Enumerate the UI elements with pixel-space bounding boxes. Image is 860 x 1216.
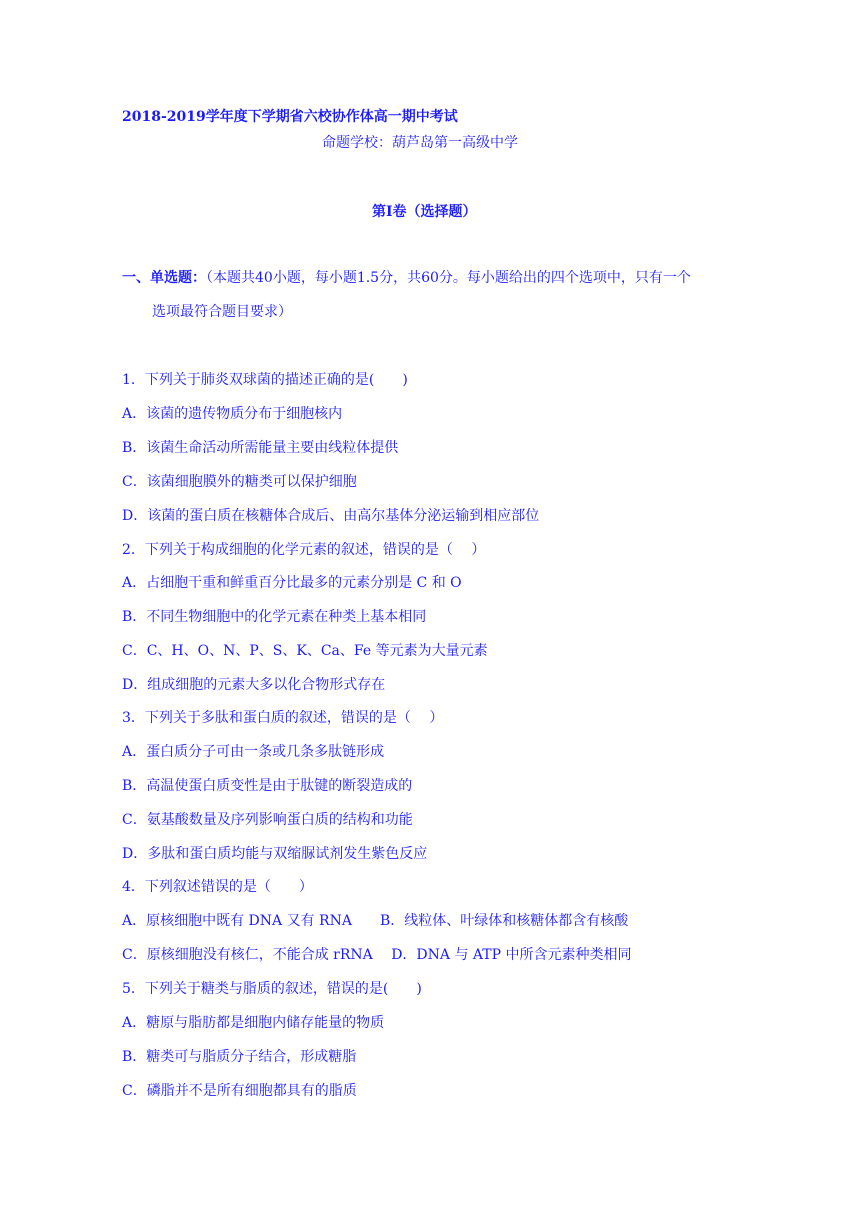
option-line: B．高温使蛋白质变性是由于肽键的断裂造成的: [122, 778, 413, 794]
option-line: D．多肽和蛋白质均能与双缩脲试剂发生紫色反应: [122, 846, 428, 862]
question-line: 1．下列关于肺炎双球菌的描述正确的是( ): [122, 372, 408, 388]
option-line: C．该菌细胞膜外的糖类可以保护细胞: [122, 474, 357, 490]
section-instructions-cont: 选项最符合题目要求）: [152, 304, 292, 320]
option-line: B．不同生物细胞中的化学元素在种类上基本相同: [122, 609, 427, 625]
question-line: 4．下列叙述错误的是（ ）: [122, 879, 313, 895]
option-line: C．C、H、O、N、P、S、K、Ca、Fe 等元素为大量元素: [122, 643, 488, 659]
school-line: 命题学校：葫芦岛第一高级中学: [322, 135, 518, 151]
question-line: 3．下列关于多肽和蛋白质的叙述，错误的是（ ）: [122, 710, 444, 726]
option-line: D．该菌的蛋白质在核糖体合成后、由高尔基体分泌运输到相应部位: [122, 508, 540, 524]
question-line: 5．下列关于糖类与脂质的叙述，错误的是( ): [122, 981, 422, 997]
option-line: D．组成细胞的元素大多以化合物形式存在: [122, 677, 386, 693]
option-line: A．该菌的遗传物质分布于细胞核内: [122, 406, 343, 422]
option-line: A．原核细胞中既有 DNA 又有 RNA B．线粒体、叶绿体和核糖体都含有核酸: [122, 913, 629, 929]
exam-title: 2018-2019学年度下学期省六校协作体高一期中考试: [122, 109, 458, 125]
section-instructions: （本题共40小题，每小题1.5分，共60分。每小题给出的四个选项中，只有一个: [206, 270, 691, 286]
section-label: 一、单选题：: [122, 270, 206, 286]
option-line: C．氨基酸数量及序列影响蛋白质的结构和功能: [122, 812, 413, 828]
option-line: B．糖类可与脂质分子结合，形成糖脂: [122, 1049, 357, 1065]
option-line: C．磷脂并不是所有细胞都具有的脂质: [122, 1083, 357, 1099]
option-line: B．该菌生命活动所需能量主要由线粒体提供: [122, 440, 399, 456]
option-line: C．原核细胞没有核仁，不能合成 rRNA D．DNA 与 ATP 中所含元素种类相同: [122, 947, 632, 963]
option-line: A．占细胞干重和鲜重百分比最多的元素分别是 C 和 O: [122, 575, 462, 591]
part-title: 第Ⅰ卷（选择题）: [372, 204, 477, 220]
section-heading: [122, 269, 691, 287]
option-line: A．蛋白质分子可由一条或几条多肽链形成: [122, 744, 385, 760]
question-line: 2．下列关于构成细胞的化学元素的叙述，错误的是（ ）: [122, 542, 486, 558]
option-line: A．糖原与脂肪都是细胞内储存能量的物质: [122, 1015, 385, 1031]
